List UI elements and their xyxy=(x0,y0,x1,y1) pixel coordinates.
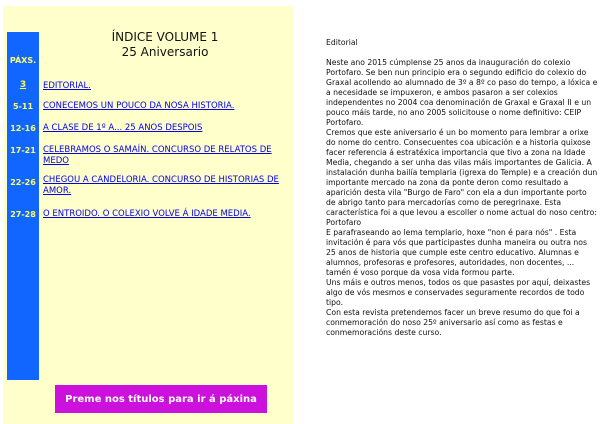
index-title: ÍNDICE VOLUME 1 xyxy=(111,30,219,44)
editorial-title: Editorial xyxy=(326,38,358,47)
page-number-class: 12-16 xyxy=(10,124,36,133)
toc-link-class[interactable]: A CLASE DE 1º A... 25 ANOS DESPOIS xyxy=(43,123,203,133)
editorial-paragraph: Cremos que este aniversario é un bo momento para lembrar a orixe do nome do centro. Consecuentes coa ubicación e a historia quixose facer referencia á estratéxica importancia que tivo a zona na Idade Media, chegando a ser unha das vilas máis importantes de Galicia. A instalación dunha bailía templaria (igrexa do Temple) e a creación dun importante mercado na zona da ponte deron como resultado a aparición desta vila "Burgo de Faro" con ela a dun importante porto de abrigo tanto para mercadorías como de peregrinaxe. Esta característica foi a que levou a escoller o nome actual do noso centro: Portofaro xyxy=(326,128,598,227)
page-number-history: 5-11 xyxy=(12,102,34,111)
toc-link-entroido[interactable]: O ENTROIDO. O COLEXIO VOLVE Á IDADE MEDIA. xyxy=(43,209,251,219)
toc-link-history[interactable]: CONECEMOS UN POUCO DA NOSA HISTORIA. xyxy=(43,101,235,111)
toc-link-candeloria[interactable]: CHEGOU A CANDELORIA. CONCURSO DE HISTORIAS DE AMOR. xyxy=(43,175,279,196)
editorial-paragraph: Uns máis e outros menos, todos os que pasastes por aquí, deixastes algo de vós mesmos e conservades seguramente recordos de todo tipo. xyxy=(326,278,591,307)
index-heading xyxy=(40,30,290,60)
pages-header: PÁXS. xyxy=(9,56,37,65)
page-number-candeloria: 22-26 xyxy=(10,178,36,187)
editorial-paragraph: E parafraseando ao lema templario, hoxe "non é para nós" . Esta invitación é para vós que participastes dunha maneira ou outra nos 25 anos de historia que cumple este centro educativo. Alumnas e alumnos, profesoras e profesores, autoridades, non docentes, ... tamén é voso porque da vosa vida formou parte. xyxy=(326,228,587,277)
toc-link-samain[interactable]: CELEBRAMOS O SAMAÍN. CONCURSO DE RELATOS DE MEDO xyxy=(43,145,272,166)
editorial-paragraph: Con esta revista pretendemos facer un breve resumo do que foi a conmemoración do noso 25º aniversario así como as festas e conmemoracións deste curso. xyxy=(326,308,580,337)
go-to-page-button[interactable]: Preme nos títulos para ir á páxina xyxy=(55,385,267,413)
page-number-samain: 17-21 xyxy=(10,146,36,155)
toc-link-editorial[interactable]: EDITORIAL. xyxy=(43,81,91,91)
editorial-paragraph: Neste ano 2015 cúmplense 25 anos da inauguración do colexio Portofaro. Se ben nun principio era o segundo edificio do colexio do Graxal acollendo ao alumnado de 3º a 8º co paso do tempo, a lóxica e a necesidade se impuxeron, e ambos pasaron a ser colexios independentes no 2004 coa denominación de Graxal e Graxal II e un pouco máis tarde, no ano 2005 solicitouse o nome definitivo: CEIP Portofaro. xyxy=(326,58,598,127)
index-subtitle: 25 Aniversario xyxy=(121,45,209,59)
editorial-text xyxy=(326,38,598,338)
page-number-entroido: 27-28 xyxy=(10,210,36,219)
page-number-editorial[interactable]: 3 xyxy=(19,80,27,90)
